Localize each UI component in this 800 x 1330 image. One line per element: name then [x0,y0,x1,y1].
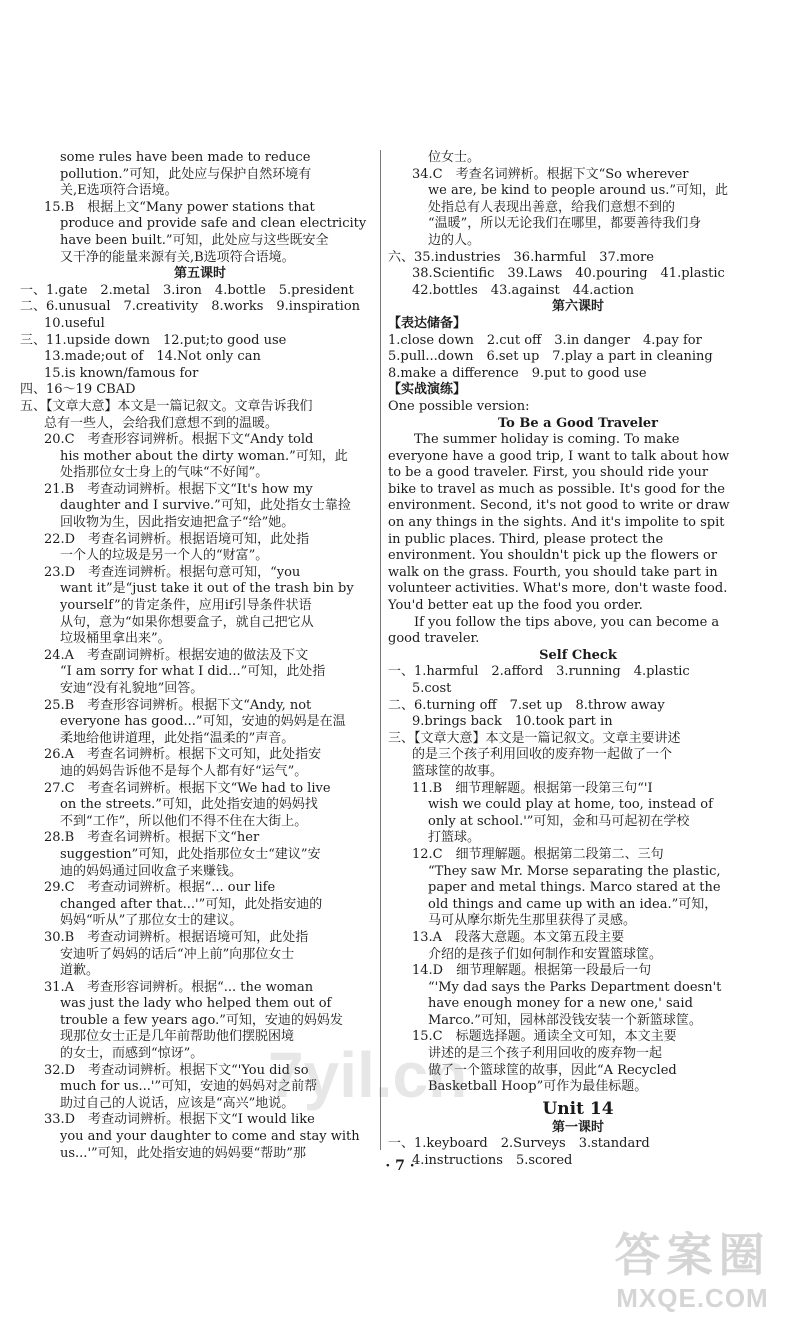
right-text-line: 马可从摩尔斯先生那里获得了灵感。 [428,913,637,929]
right-text-line: on any things in the sights. And it's impolite to spit [388,515,725,531]
left-text-line: 妈妈“听从”了那位女士的建议。 [60,913,243,929]
left-text-line: 总有一些人，会给我们意想不到的温暖。 [44,415,279,431]
left-text-line: 安迪听了妈妈的话后“冲上前”向那位女士 [60,946,295,962]
right-text-line: environment. Second, it's not good to write or draw [388,498,730,514]
left-text-line: 五、【文章大意】本文是一篇记叙文。文章告诉我们 [20,398,313,414]
right-text-line: 讲述的是三个孩子利用回收的废弃物一起 [428,1046,663,1062]
right-column [388,150,768,1170]
left-text-line: 20.C 考查形容词辨析。根据下文“Andy told [44,432,314,448]
left-text-line: yourself”的肯定条件，应用if引导条件状语 [60,598,312,614]
right-text-line: Marco.”可知，园林部没钱安装一个新篮球筐。 [428,1012,702,1028]
right-text-line: everyone have a good trip, I want to talk about how [388,448,730,464]
left-text-line: 15.B 根据上文“Many power stations that [44,199,315,215]
right-text-line: Unit 14 [542,1098,614,1119]
right-text-line: 边的人。 [428,232,481,248]
right-text-line: 做了一个篮球筐的故事，因此“A Recycled [428,1062,677,1078]
left-text-line: 不到“工作”，所以他们不得不住在大街上。 [60,813,308,829]
left-text-line: 柔地给他讲道理，此处指“温柔的”声音。 [60,730,295,746]
right-text-line: 9.brings back 10.took part in [412,714,613,730]
right-text-line: walk on the grass. Fourth, you should take part in [388,564,718,580]
left-text-line: 一个人的垃圾是另一个人的“财富”。 [60,548,269,564]
left-text-line: 15.is known/famous for [44,365,199,381]
right-text-line: 38.Scientific 39.Laws 40.pouring 41.plastic [412,266,725,282]
left-text-line: 32.D 考查动词辨析。根据下文“'You did so [44,1062,309,1078]
right-text-line: we are, be kind to people around us.”可知，此 [428,183,729,199]
right-text-line: 打篮球。 [428,830,481,846]
left-text-line: 29.C 考查动词辨析。根据“... our life [44,880,276,896]
right-text-line: “温暖”，所以无论我们在哪里，都要善待我们身 [428,216,702,232]
right-text-line: Self Check [539,647,617,663]
right-text-line: 处指总有人表现出善意，给我们意想不到的 [428,199,676,215]
left-text-line: some rules have been made to reduce [60,150,311,165]
left-text-line: trouble a few years ago.”可知，安迪的妈妈发 [60,1012,343,1028]
left-text-line: 回收物为生，因此指安迪把盒子“给”她。 [60,515,295,531]
left-text-line: 25.B 考查形容词辨析。根据下文“Andy, not [44,697,312,713]
right-text-line: bike to travel as much as possible. It's good for the [388,481,726,497]
right-text-line: “They saw Mr. Morse separating the plastic, [428,863,721,879]
left-text-line: was just the lady who helped them out of [60,996,332,1012]
left-text-line: 21.B 考查动词辨析。根据下文“It's how my [44,481,313,497]
left-text-line: 30.B 考查动词辨析。根据语境可知，此处指 [44,929,309,945]
left-text-line: us...'”可知，此处指安迪的妈妈要“帮助”那 [60,1145,306,1161]
left-text-line: 23.D 考查连词辨析。根据句意可知，“you [44,564,301,580]
left-text-line: 三、11.upside down 12.put;to good use [20,332,287,348]
right-text-line: 【实战演练】 [388,382,467,398]
left-text-line: “I am sorry for what I did...”可知，此处指 [60,664,326,680]
left-text-line: 安迪“没有礼貌地”回答。 [60,681,204,696]
right-text-line: 的是三个孩子利用回收的废弃物一起做了一个 [412,747,673,763]
left-text-line: 33.D 考查动词辨析。根据下文“I would like [44,1112,315,1128]
left-text-line: want it”是“just take it out of the trash bin by [60,581,354,597]
left-text-line: you and your daughter to come and stay with [60,1129,360,1145]
left-text-line: 一、1.gate 2.metal 3.iron 4.bottle 5.president [20,282,354,298]
right-text-line: environment. You shouldn't pick up the flowers or [388,548,718,564]
right-text-line: wish we could play at home, too, instead of [428,797,713,813]
right-text-line: One possible version: [388,398,530,414]
right-text-line: volunteer activities. What's more, don't waste food. [388,581,728,597]
right-text-line: 第六课时 [551,299,604,315]
right-text-line: 11.B 细节理解题。根据第一段第三句“'I [412,780,653,796]
right-text-line: 三、【文章大意】本文是一篇记叙文。文章主要讲述 [388,730,681,746]
right-text-line: have enough money for a new one,' said [428,996,693,1012]
right-text-line: 一、1.keyboard 2.Surveys 3.standard [388,1136,650,1152]
left-text-line: 13.made;out of 14.Not only can [44,349,261,365]
left-text-line: his mother about the dirty woman.”可知，此 [60,448,348,464]
left-text-line: 助过自己的人说话，应该是“高兴”地说。 [60,1095,295,1111]
right-text-line: 第一课时 [551,1119,604,1135]
left-text-line: 又干净的能量来源有关,B选项符合语境。 [60,249,295,265]
right-text-line: If you follow the tips above, you can become a [414,614,720,630]
right-text-line: only at school.'”可知，金和马可起初在学校 [428,813,690,829]
left-text-line: 垃圾桶里拿出来”。 [60,631,171,647]
right-text-line: 5.pull...down 6.set up 7.play a part in cleaning [388,349,713,365]
right-text-line: 14.D 细节理解题。根据第一段最后一句 [412,963,652,979]
right-text-line: 【表达储备】 [388,315,467,331]
right-text-line: 13.A 段落大意题。本文第五段主要 [412,929,625,945]
left-text-line: suggestion”可知，此处指那位女士“建议”安 [60,846,321,862]
right-text-line: good traveler. [388,631,480,647]
right-text-line: 5.cost [412,681,452,696]
left-text-line: 从句，意为“如果你想要盒子，就自己把它从 [60,614,314,630]
left-text-line: 26.A 考查名词辨析。根据下文可知，此处指安 [44,747,322,763]
right-text-line: “'My dad says the Parks Department doesn't [428,979,722,995]
right-text-line: 1.close down 2.cut off 3.in danger 4.pay for [388,332,702,348]
right-text-line: The summer holiday is coming. To make [414,432,680,448]
right-text-line: 位女士。 [428,150,481,165]
right-text-line: 一、1.harmful 2.afford 3.running 4.plastic [388,664,690,680]
watermark-url: MXQE.COM [616,1283,769,1313]
right-text-line: 12.C 细节理解题。根据第二段第二、三句 [412,846,664,862]
left-text-line: 关,E选项符合语境。 [60,183,178,199]
right-text-line: 六、35.industries 36.harmful 37.more [388,249,654,265]
right-text-line: You'd better eat up the food you order. [388,598,643,614]
right-text-line: 15.C 标题选择题。通读全文可知，本文主要 [412,1029,677,1045]
right-text-line: paper and metal things. Marco stared at the [428,880,721,896]
right-text-line: to be a good traveler. First, you should ride your [388,465,709,481]
left-text-line: 的女士，而感到“惊讶”。 [60,1046,204,1062]
left-text-line: daughter and I survive.”可知，此处指女士靠捡 [60,498,351,514]
left-text-line: 迪的妈妈告诉他不是每个人都有好“运气”。 [60,763,308,779]
right-text-line: in public places. Third, please protect the [388,531,664,547]
right-text-line: 42.bottles 43.against 44.action [412,282,635,298]
watermark-logo [595,1227,790,1322]
left-text-line: 31.A 考查形容词辨析。根据“... the woman [44,979,314,995]
right-text-line: 8.make a difference 9.put to good use [388,365,647,381]
right-text-line: 介绍的是孩子们如何制作和安置篮球筐。 [428,946,663,962]
watermark-big-text: 答案圈 [614,1229,771,1281]
right-text-line: Basketball Hoop”可作为最佳标题。 [428,1079,648,1095]
page-number: · 7 · [385,1158,415,1174]
left-text-line: on the streets.”可知，此处指安迪的妈妈找 [60,797,318,813]
left-text-line: 迪的妈妈通过回收盒子来赚钱。 [60,863,243,879]
right-text-line: To Be a Good Traveler [497,415,659,431]
left-text-line: pollution.”可知，此处应与保护自然环境有 [60,166,312,182]
left-text-line: much for us...'”可知，安迪的妈妈对之前帮 [60,1079,318,1095]
left-text-line: everyone has good...”可知，安迪的妈妈是在温 [60,714,346,730]
left-text-line: 28.B 考查名词辨析。根据下文“her [44,830,260,846]
left-text-line: 10.useful [44,315,105,331]
left-text-line: have been built.”可知，此处应与这些既安全 [60,232,329,248]
left-text-line: 24.A 考查副词辨析。根据安迪的做法及下文 [44,647,309,663]
left-text-line: 道歉。 [60,963,100,979]
right-text-line: 篮球筐的故事。 [412,763,504,779]
watermark-overlay: 7yil.cn [268,1039,468,1111]
left-text-line: 处指那位女士身上的气味“不好闻”。 [60,465,269,481]
left-text-line: changed after that...'”可知，此处指安迪的 [60,896,323,912]
left-text-line: 22.D 考查名词辨析。根据语境可知，此处指 [44,531,310,547]
left-text-line: produce and provide safe and clean electricity [60,216,367,232]
right-text-line: 4.instructions 5.scored [412,1153,573,1169]
left-column [20,150,380,1162]
column-divider [380,150,381,1150]
left-text-line: 27.C 考查名词辨析。根据下文“We had to live [44,780,331,796]
right-text-line: old things and came up with an idea.”可知， [428,896,718,912]
left-text-line: 四、16～19 CBAD [20,382,136,398]
left-text-line: 现那位女士正是几年前帮助他们摆脱困境 [60,1029,295,1045]
left-text-line: 第五课时 [173,266,226,282]
right-text-line: 二、6.turning off 7.set up 8.throw away [388,697,665,713]
right-text-line: 34.C 考查名词辨析。根据下文“So wherever [412,166,689,182]
left-text-line: 二、6.unusual 7.creativity 8.works 9.inspiration [20,299,361,315]
